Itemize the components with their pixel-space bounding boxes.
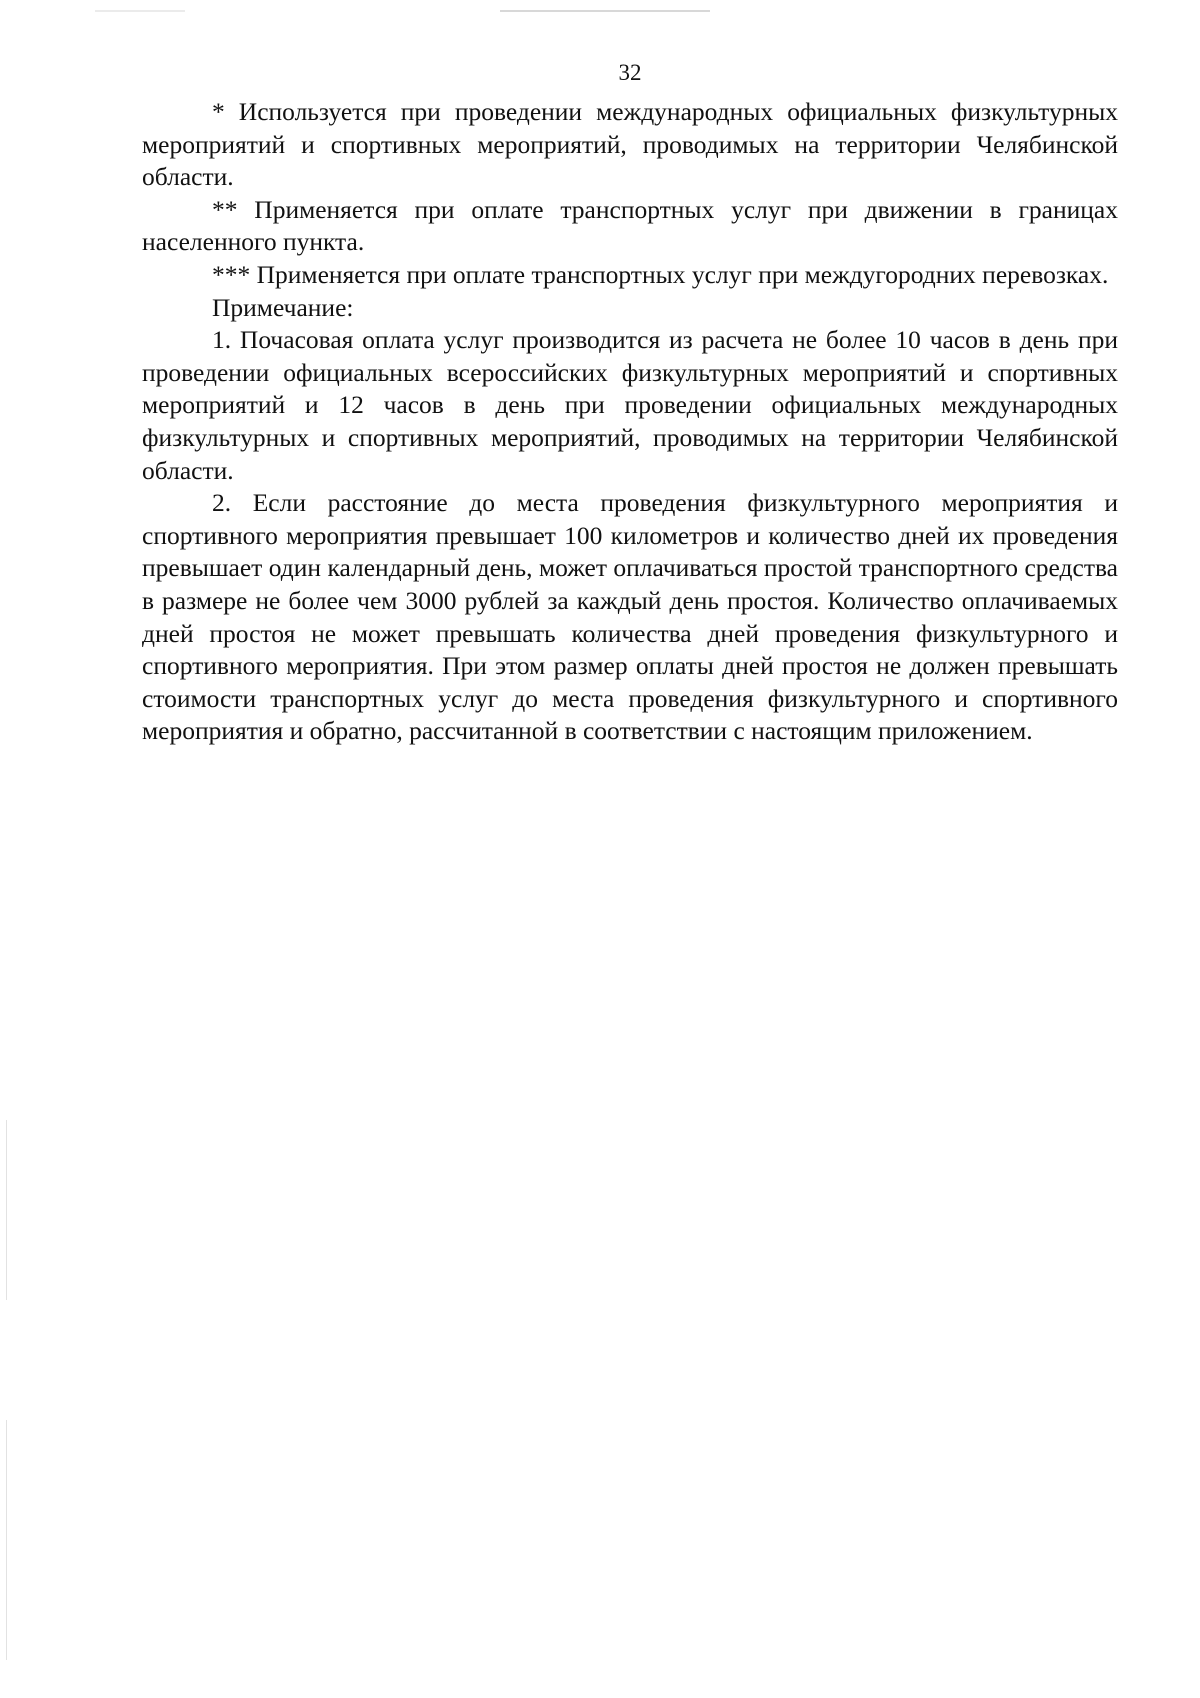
scan-edge-mark (6, 1120, 7, 1300)
note-heading: Примечание: (212, 292, 354, 322)
footnote-double-asterisk: ** Применяется при оплате транспортных услуг при движении в границах населенного пункта. (142, 194, 1118, 257)
note-item-1: 1. Почасовая оплата услуг производится из расчета не более 10 часов в день при проведении официальных всероссийских физкультурных мероприятий и спортивных мероприятий и 12 часов в день при проведении официальных международных физкультурных и спортивных мероприятий, проводимых на территории Челябинской области. (142, 325, 1118, 485)
page-number: 32 (618, 60, 642, 85)
note-item-2: 2. Если расстояние до места проведения физкультурного мероприятия и спортивного мероприятия превышает 100 километров и количество дней их проведения превышает один календарный день, может оплачиваться простой транспортного средства в размере не более чем 3000 рублей за каждый день простоя. Количество оплачиваемых дней простоя не может превышать количества дней проведения физкультурного и спортивного мероприятия. При этом размер оплаты дней простоя не должен превышать стоимости транспортных услуг до места проведения физкультурного и спортивного мероприятия и обратно, рассчитанной в соответствии с настоящим приложением. (142, 488, 1118, 746)
scan-artifact (95, 10, 185, 12)
footnote-single-asterisk: * Используется при проведении международных официальных физкультурных мероприятий и спортивных мероприятий, проводимых на территории Челябинской области. (142, 97, 1118, 192)
scan-artifact (500, 10, 710, 12)
footnote-triple-asterisk: *** Применяется при оплате транспортных услуг при междугородних перевозках. (212, 259, 1109, 289)
scan-edge-mark (6, 1420, 7, 1660)
document-body (142, 96, 1118, 748)
